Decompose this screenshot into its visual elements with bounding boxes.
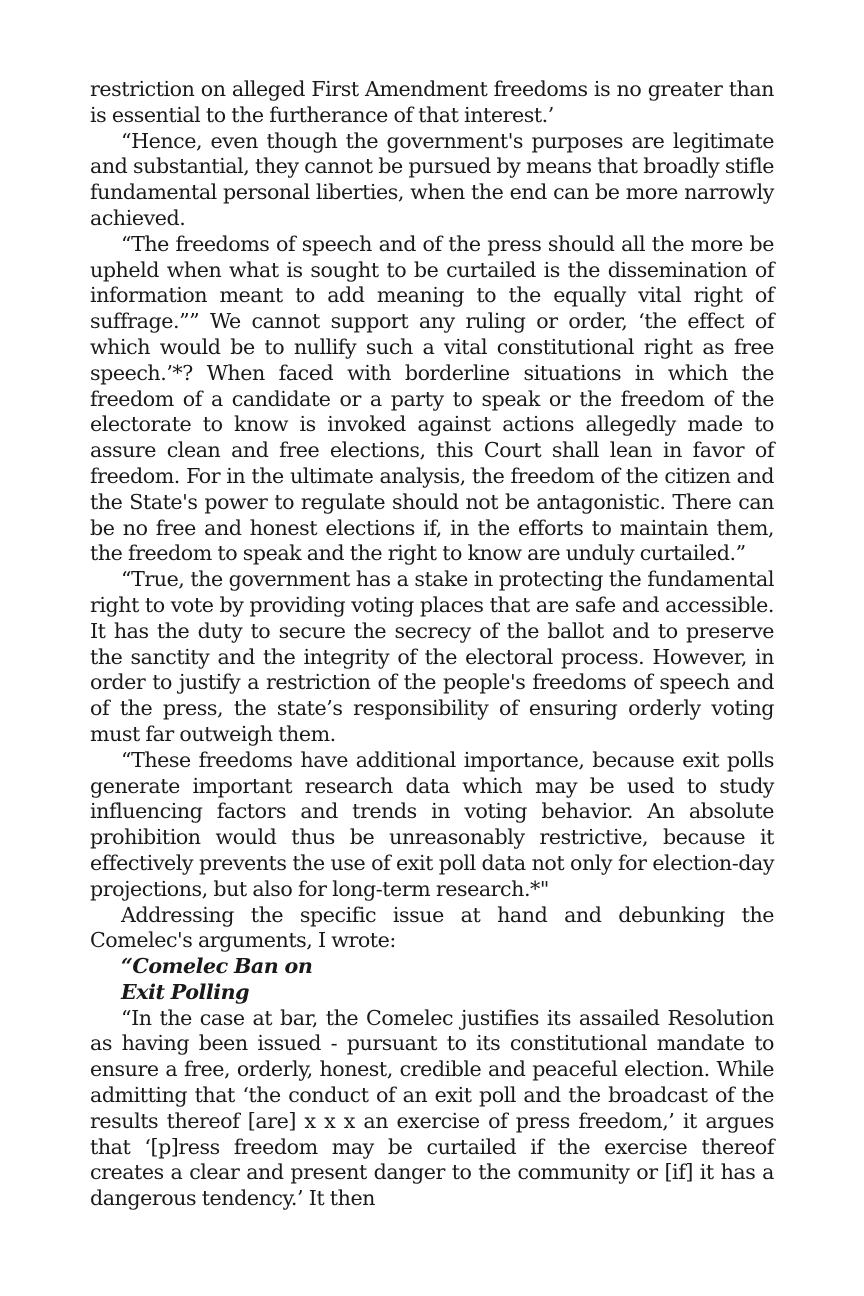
document-page	[90, 77, 774, 1212]
section-heading-line-2: Exit Polling	[121, 979, 250, 1004]
paragraph-case-at-bar: “In the case at bar, the Comelec justifies its assailed Resolution as having been issued - pursuant to its constitutional mandate to ensure a free, orderly, honest, credible and peaceful election. While admitting that ‘the conduct of an exit poll and the broadcast of the results thereof [are] x x x an exercise of press freedom,’ it argues that ‘[p]ress freedom may be curtailed if the exercise thereof creates a clear and present danger to the community or [if] it has a dangerous tendency.’ It then	[90, 1005, 774, 1211]
paragraph-addressing: Addressing the specific issue at hand and debunking the Comelec's arguments, I wrote:	[90, 902, 774, 953]
paragraph-quote-true: “True, the government has a stake in protecting the fundamental right to vote by providing voting places that are safe and accessible. It has the duty to secure the secrecy of the ballot and to preserve the sanctity and the integrity of the electoral process. However, in order to justify a restriction of the people's freedoms of speech and of the press, the state’s responsibility of ensuring orderly voting must far outweigh them.	[90, 567, 774, 746]
section-heading-line-1: “Comelec Ban on	[121, 954, 313, 979]
paragraph-quote-exit-polls: “These freedoms have additional importance, because exit polls generate important research data which may be used to study influencing factors and trends in voting behavior. An absolute prohibition would thus be unreasonably restrictive, because it effectively prevents the use of exit poll data not only for election-day projections, but also for long-term research.*"	[90, 747, 774, 901]
paragraph-continuation: restriction on alleged First Amendment freedoms is no greater than is essential to the furtherance of that interest.’	[90, 77, 774, 127]
paragraph-quote-hence: “Hence, even though the government's purposes are legitimate and substantial, they cannot be pursued by means that broadly stifle fundamental personal liberties, when the end can be more narrowly achieved.	[90, 128, 774, 230]
paragraph-quote-freedoms: “The freedoms of speech and of the press should all the more be upheld when what is sought to be curtailed is the dissemination of information meant to add meaning to the equally vital right of suffrage.”” We cannot support any ruling or order, ‘the effect of which would be to nullify such a vital constitutional right as free speech.’*? When faced with borderline situations in which the freedom of a candidate or a party to speak or the freedom of the electorate to know is invoked against actions allegedly made to assure clean and free elections, this Court shall lean in favor of freedom. For in the ultimate analysis, the freedom of the citizen and the State's power to regulate should not be antagonistic. There can be no free and honest elections if, in the efforts to maintain them, the freedom to speak and the right to know are unduly curtailed.”	[90, 231, 774, 566]
